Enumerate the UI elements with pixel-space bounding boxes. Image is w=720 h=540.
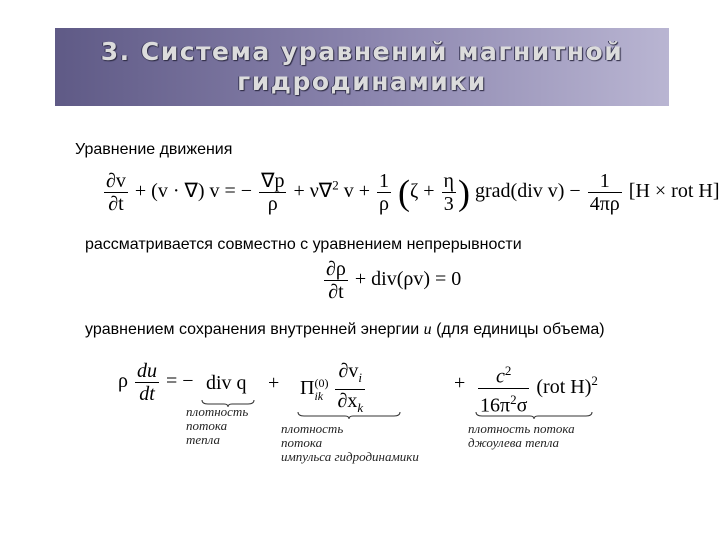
- title-line-2: гидродинамики: [237, 67, 487, 96]
- frac-one-rho: $\frac{1}{\rho}$: [378, 170, 389, 215]
- label-continuity: рассматривается совместно с уравнением непрерывности: [85, 236, 522, 253]
- frac-drho-dt: $\frac{\partial\rho}{\partial t}$: [326, 258, 346, 303]
- label-energy: уравнением сохранения внутренней энергии u (для единицы объема): [85, 321, 605, 338]
- underbrace-momentum: [296, 410, 402, 420]
- continuity-rest: + div(ρv) = 0: [354, 268, 462, 291]
- equation-energy: ρ $\frac{du}{dt}$ = −: [118, 360, 194, 405]
- frac-gradp-rho: $\frac{\nabla p}{\rho}$: [261, 170, 285, 215]
- label-motion: Уравнение движения: [75, 141, 233, 158]
- frac-one-4pirho: $\frac{1}{4\pi\rho}$: [589, 170, 620, 215]
- note-joule-heat: плотность потока джоулева тепла: [468, 421, 575, 450]
- convective-term: + (v · ∇) v = −: [134, 180, 253, 203]
- equation-motion: $\frac{\partial v}{\partial t}$ + (v · ∇) v = − $\frac{\nabla p}{\rho}$ + ν∇$^2$ v + $\frac{1}{\rho}$ (ζ + $\frac{\eta}{3}$ ) grad(div v) − $\frac{1}{4\pi\rho}$ [H × rot H]: [106, 170, 720, 215]
- frac-dvi-dxk: $\frac{\partial v_i}{\partial x_k}$: [335, 360, 365, 419]
- equation-continuity: [322, 258, 461, 303]
- term-joule: $\frac{c^2}{16\pi^2\sigma}$ (rot H)$^2$: [476, 360, 598, 416]
- lorentz-term: [H × rot H]: [628, 180, 720, 203]
- term-div-q: div q: [206, 372, 247, 394]
- term-momentum-flux: Π (0) ik $\frac{\partial v_i}{\partial x_k}$: [300, 360, 367, 419]
- title-line-1: 3. Система уравнений магнитной: [100, 37, 624, 66]
- frac-c2-16pi2sigma: $\frac{c^2}{16\pi^2\sigma}$: [480, 363, 528, 417]
- grad-div-term: grad(div v) −: [475, 180, 581, 203]
- underbrace-joule: [474, 410, 594, 420]
- note-heat-flux: плотность потока тепла: [186, 404, 249, 447]
- plus-1: +: [268, 372, 280, 394]
- note-momentum-flux: плотность потока импульса гидродинамики: [281, 421, 419, 464]
- frac-dv-dt: $\frac{\partial v}{\partial t}$: [106, 170, 126, 215]
- frac-eta-three: $\frac{\eta}{3}$: [443, 170, 454, 215]
- viscous-term: + ν∇: [293, 180, 333, 203]
- title-banner: [55, 28, 669, 106]
- frac-du-dt: $\frac{du}{dt}$: [136, 360, 157, 405]
- plus-2: +: [454, 372, 466, 394]
